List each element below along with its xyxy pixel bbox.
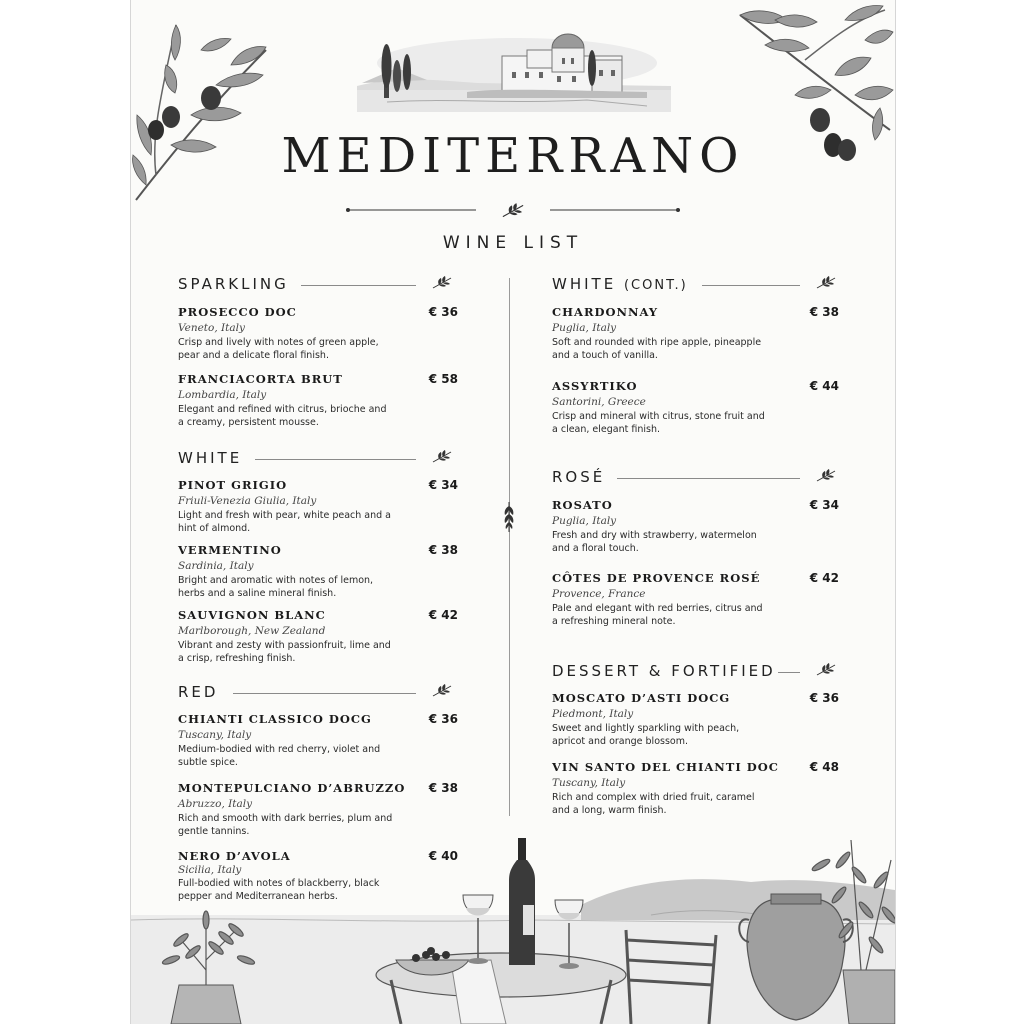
- wine-origin: Abruzzo, Italy: [178, 798, 253, 810]
- wine-name: SAUVIGNON BLANC: [178, 608, 326, 622]
- wine-name: CHARDONNAY: [552, 305, 659, 319]
- wine-price: € 58: [428, 372, 458, 386]
- wine-origin: Veneto, Italy: [178, 322, 245, 334]
- section-rule: [702, 285, 800, 286]
- wine-price: € 38: [809, 305, 839, 319]
- wine-description: Rich and smooth with dark berries, plum and gentle tannins.: [178, 813, 393, 837]
- section-rule: [617, 478, 800, 479]
- wine-origin: Puglia, Italy: [552, 322, 617, 334]
- wine-description: Pale and elegant with red berries, citrus and a refreshing mineral note.: [552, 603, 763, 627]
- wine-name: CHIANTI CLASSICO DOCG: [178, 712, 372, 726]
- wine-price: € 36: [428, 305, 458, 319]
- section-rule: [255, 459, 416, 460]
- section-title-suffix: (CONT.): [623, 278, 688, 293]
- wine-description: Soft and rounded with ripe apple, pineapple and a touch of vanilla.: [552, 337, 762, 361]
- menu-subtitle: WINE LIST: [442, 233, 584, 253]
- wine-origin: Puglia, Italy: [552, 515, 617, 527]
- wine-description: Crisp and lively with notes of green apple, pear and a delicate floral finish.: [178, 337, 379, 361]
- wine-origin: Sicilia, Italy: [178, 864, 242, 876]
- leaf-sprig-icon: [499, 500, 519, 534]
- wine-name: FRANCIACORTA BRUT: [178, 372, 343, 386]
- section-title: SPARKLING: [178, 275, 289, 293]
- wine-description: Sweet and lightly sparkling with peach, apricot and orange blossom.: [552, 723, 740, 747]
- wine-name: VIN SANTO DEL CHIANTI DOC: [552, 760, 779, 774]
- menu-title: MEDITERRANO: [281, 128, 745, 184]
- leaf-sprig-icon: [431, 449, 453, 465]
- wine-origin: Sardinia, Italy: [178, 560, 254, 572]
- wine-name: ROSATO: [552, 498, 613, 512]
- wine-name: NERO D’AVOLA: [178, 849, 291, 863]
- leaf-sprig-icon: [815, 662, 837, 678]
- section-header-rose: [552, 468, 839, 488]
- wine-origin: Lombardia, Italy: [178, 389, 267, 401]
- wine-origin: Santorini, Greece: [552, 396, 646, 408]
- wine-name: ASSYRTIKO: [552, 379, 638, 393]
- sprig-divider-icon: [346, 199, 680, 221]
- wine-description: Full-bodied with notes of blackberry, black pepper and Mediterranean herbs.: [178, 878, 380, 902]
- wine-origin: Friuli-Venezia Giulia, Italy: [178, 495, 317, 507]
- wine-price: € 40: [428, 849, 458, 863]
- leaf-sprig-icon: [431, 275, 453, 291]
- section-title: WHITE: [178, 449, 243, 467]
- wine-description: Light and fresh with pear, white peach and a hint of almond.: [178, 510, 392, 534]
- section-title: WHITE: [552, 275, 617, 293]
- section-header-white: [178, 449, 458, 469]
- section-header-red: [178, 683, 458, 703]
- wine-description: Fresh and dry with strawberry, watermelon and a floral touch.: [552, 530, 757, 554]
- coastal-village-illustration: [357, 28, 671, 120]
- column-divider: [509, 278, 510, 816]
- section-rule: [778, 672, 800, 673]
- wine-origin: Piedmont, Italy: [552, 708, 634, 720]
- wine-name: MONTEPULCIANO D’ABRUZZO: [178, 781, 406, 795]
- wine-price: € 42: [428, 608, 458, 622]
- wine-price: € 38: [428, 543, 458, 557]
- wine-name: PINOT GRIGIO: [178, 478, 288, 492]
- wine-origin: Provence, France: [552, 588, 646, 600]
- wine-price: € 34: [809, 498, 839, 512]
- wine-name: PROSECCO DOC: [178, 305, 297, 319]
- wine-price: € 36: [428, 712, 458, 726]
- wine-origin: Marlborough, New Zealand: [178, 625, 326, 637]
- wine-description: Bright and aromatic with notes of lemon, herbs and a saline mineral finish.: [178, 575, 374, 599]
- leaf-sprig-icon: [815, 275, 837, 291]
- section-header-white-cont: [552, 275, 839, 295]
- wine-price: € 34: [428, 478, 458, 492]
- wine-description: Crisp and mineral with citrus, stone fruit and a clean, elegant finish.: [552, 411, 765, 435]
- wine-origin: Tuscany, Italy: [178, 729, 252, 741]
- section-title: DESSERT & FORTIFIED: [552, 662, 776, 680]
- wine-description: Medium-bodied with red cherry, violet and subtle spice.: [178, 744, 381, 768]
- leaf-sprig-icon: [431, 683, 453, 699]
- wine-origin: Tuscany, Italy: [552, 777, 626, 789]
- wine-price: € 38: [428, 781, 458, 795]
- wine-name: MOSCATO D’ASTI DOCG: [552, 691, 731, 705]
- wine-description: Elegant and refined with citrus, brioche and a creamy, persistent mousse.: [178, 404, 387, 428]
- section-header-sparkling: [178, 275, 458, 295]
- wine-description: Rich and complex with dried fruit, caramel and a long, warm finish.: [552, 792, 755, 816]
- wine-price: € 44: [809, 379, 839, 393]
- section-rule: [301, 285, 416, 286]
- section-rule: [233, 693, 416, 694]
- section-header-dessert: [552, 662, 839, 682]
- wine-name: VERMENTINO: [178, 543, 282, 557]
- terrace-table-illustration: [131, 820, 895, 1024]
- leaf-sprig-icon: [815, 468, 837, 484]
- wine-description: Vibrant and zesty with passionfruit, lime and a crisp, refreshing finish.: [178, 640, 391, 664]
- section-title: ROSÉ: [552, 468, 606, 486]
- section-title: RED: [178, 683, 219, 701]
- wine-price: € 36: [809, 691, 839, 705]
- wine-price: € 48: [809, 760, 839, 774]
- wine-price: € 42: [809, 571, 839, 585]
- wine-menu-page: [130, 0, 896, 1024]
- wine-name: CÔTES DE PROVENCE ROSÉ: [552, 571, 761, 585]
